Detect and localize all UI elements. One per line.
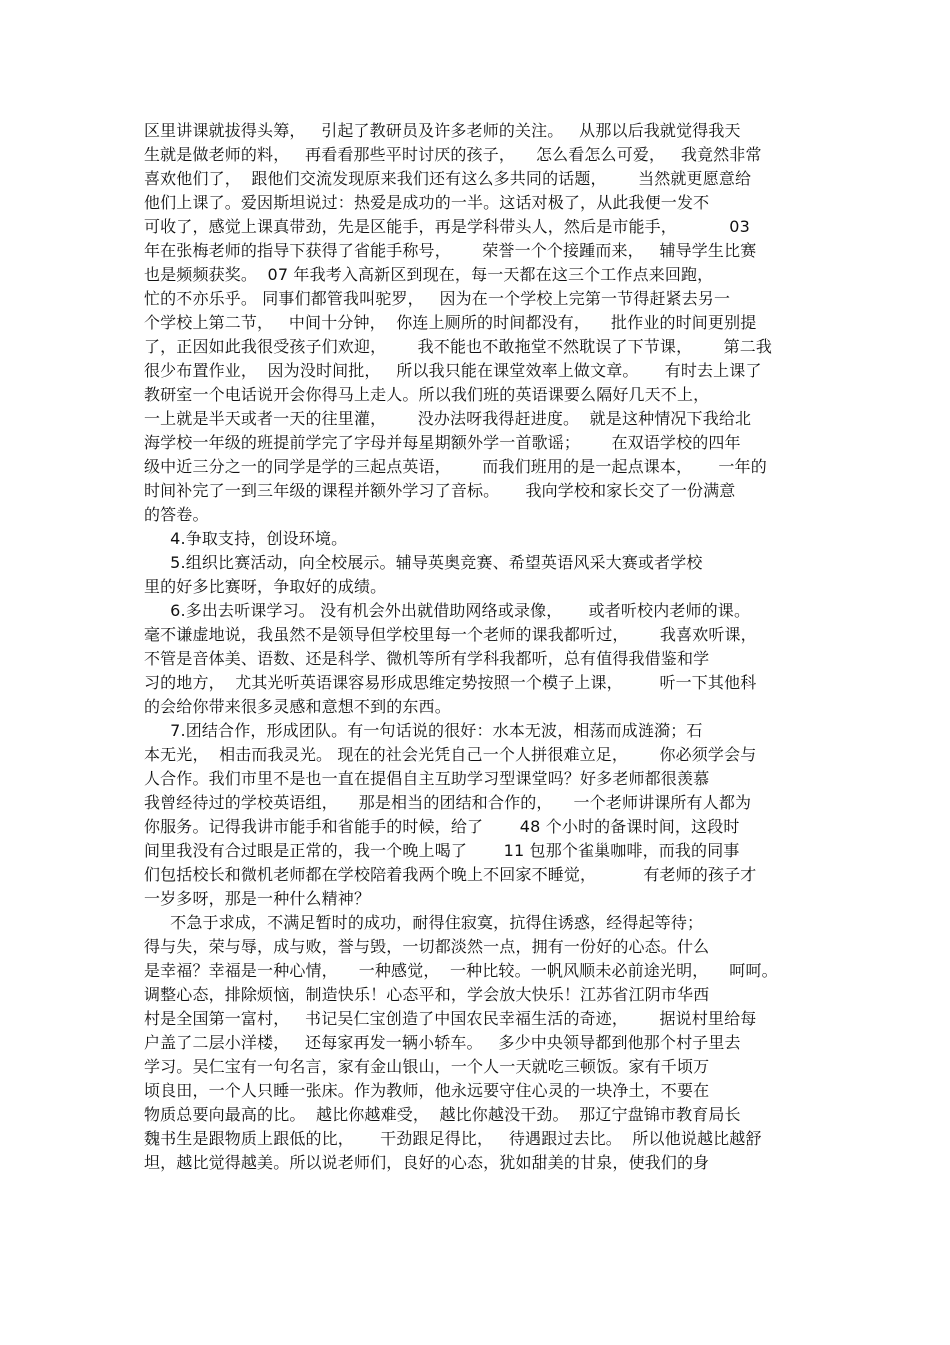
text-line: 里的好多比赛呀，争取好的成绩。 [144, 577, 387, 596]
text-line: 教研室一个电话说开会你得马上走人。所以我们班的英语课要么隔好几天不上， [144, 385, 710, 404]
text-line: 个学校上第二节， 中间十分钟， 你连上厕所的时间都没有， 批作业的时间更别提 [144, 313, 757, 332]
text-line: 是幸福？幸福是一种心情， 一种感觉， 一种比较。一帆风顺未必前途光明， 呵呵。 [144, 961, 778, 980]
text-line: 5.组织比赛活动，向全校展示。辅导英奥竞赛、希望英语风采大赛或者学校 [144, 553, 703, 572]
text-line: 顷良田，一个人只睡一张床。作为教师，他永远要守住心灵的一块净土，不要在 [144, 1081, 710, 1100]
text-line: 我曾经待过的学校英语组， 那是相当的团结和合作的， 一个老师讲课所有人都为 [144, 793, 752, 812]
text-line: 的答卷。 [144, 505, 209, 524]
text-line: 级中近三分之一的同学是学的三起点英语， 而我们班用的是一起点课本， 一年的 [144, 457, 767, 476]
text-line: 调整心态，排除烦恼，制造快乐！心态平和，学会放大快乐！江苏省江阴市华西 [144, 985, 710, 1004]
text-line: 学习。吴仁宝有一句名言，家有金山银山，一个人一天就吃三顿饭。家有千顷万 [144, 1057, 710, 1076]
text-line: 一上就是半天或者一天的往里灌， 没办法呀我得赶进度。 就是这种情况下我给北 [144, 409, 752, 428]
text-line: 年在张梅老师的指导下获得了省能手称号， 荣誉一个个接踵而来， 辅导学生比赛 [144, 241, 757, 260]
text-line: 得与失，荣与辱，成与败，誉与毁，一切都淡然一点，拥有一份好的心态。什么 [144, 937, 710, 956]
text-line: 忙的不亦乐乎。 同事们都管我叫驼罗， 因为在一个学校上完第一节得赶紧去另一 [144, 289, 731, 308]
text-line: 毫不谦虚地说，我虽然不是领导但学校里每一个老师的课我都听过， 我喜欢听课， [144, 625, 757, 644]
text-line: 海学校一年级的班提前学完了字母并每星期额外学一首歌谣； 在双语学校的四年 [144, 433, 741, 452]
text-line: 物质总要向最高的比。 越比你越难受， 越比你越没干劲。 那辽宁盘锦市教育局长 [144, 1105, 741, 1124]
text-line: 魏书生是跟物质上跟低的比， 干劲跟足得比， 待遇跟过去比。 所以他说越比越舒 [144, 1129, 762, 1148]
text-line: 4.争取支持，创设环境。 [144, 529, 348, 548]
text-line: 生就是做老师的料， 再看看那些平时讨厌的孩子， 怎么看怎么可爱， 我竟然非常 [144, 145, 762, 164]
text-line: 区里讲课就拔得头筹， 引起了教研员及许多老师的关注。 从那以后我就觉得我天 [144, 121, 741, 140]
text-line: 很少布置作业， 因为没时间批， 所以我只能在课堂效率上做文章。 有时去上课了 [144, 361, 762, 380]
text-line: 户盖了二层小洋楼， 还每家再发一辆小轿车。 多少中央领导都到他那个村子里去 [144, 1033, 741, 1052]
text-line: 6.多出去听课学习。 没有机会外出就借助网络或录像， 或者听校内老师的课。 [144, 601, 751, 620]
text-line: 们包括校长和微机老师都在学校陪着我两个晚上不回家不睡觉， 有老师的孩子才 [144, 865, 757, 884]
text-line: 一岁多呀，那是一种什么精神？ [144, 889, 371, 908]
text-line: 不急于求成，不满足暂时的成功，耐得住寂寞，抗得住诱惑，经得起等待； [144, 913, 704, 932]
text-line: 人合作。我们市里不是也一直在提倡自主互助学习型课堂吗？好多老师都很羡慕 [144, 769, 710, 788]
text-line: 不管是音体美、语数、还是科学、微机等所有学科我都听，总有值得我借鉴和学 [144, 649, 710, 668]
text-line: 可收了，感觉上课真带劲，先是区能手，再是学科带头人，然后是市能手， 03 [144, 217, 750, 236]
text-line: 村是全国第一富村， 书记吴仁宝创造了中国农民幸福生活的奇迹， 据说村里给每 [144, 1009, 757, 1028]
text-line: 了，正因如此我很受孩子们欢迎， 我不能也不敢拖堂不然耽误了下节课， 第二我 [144, 337, 773, 356]
text-line: 本无光， 相击而我灵光。 现在的社会光凭自己一个人拼很难立足， 你必须学会与 [144, 745, 757, 764]
text-line: 习的地方， 尤其光听英语课容易形成思维定势按照一个模子上课， 听一下其他科 [144, 673, 757, 692]
text-line: 时间补完了一到三年级的课程并额外学习了音标。 我向学校和家长交了一份满意 [144, 481, 736, 500]
text-line: 你服务。记得我讲市能手和省能手的时候，给了 48 个小时的备课时间，这段时 [144, 817, 740, 836]
text-line: 他们上课了。爱因斯坦说过：热爱是成功的一半。这话对极了，从此我便一发不 [144, 193, 710, 212]
text-line: 喜欢他们了， 跟他们交流发现原来我们还有这么多共同的话题， 当然就更愿意给 [144, 169, 752, 188]
text-line: 间里我没有合过眼是正常的，我一个晚上喝了 11 包那个雀巢咖啡，而我的同事 [144, 841, 740, 860]
text-line: 也是频频获奖。 07 年我考入高新区到现在，每一天都在这三个工作点来回跑， [144, 265, 714, 284]
text-line: 坦，越比觉得越美。所以说老师们，良好的心态，犹如甜美的甘泉，使我们的身 [144, 1153, 710, 1172]
text-line: 7.团结合作，形成团队。有一句话说的很好：水本无波，相荡而成涟漪；石 [144, 721, 703, 740]
text-line: 的会给你带来很多灵感和意想不到的东西。 [144, 697, 451, 716]
